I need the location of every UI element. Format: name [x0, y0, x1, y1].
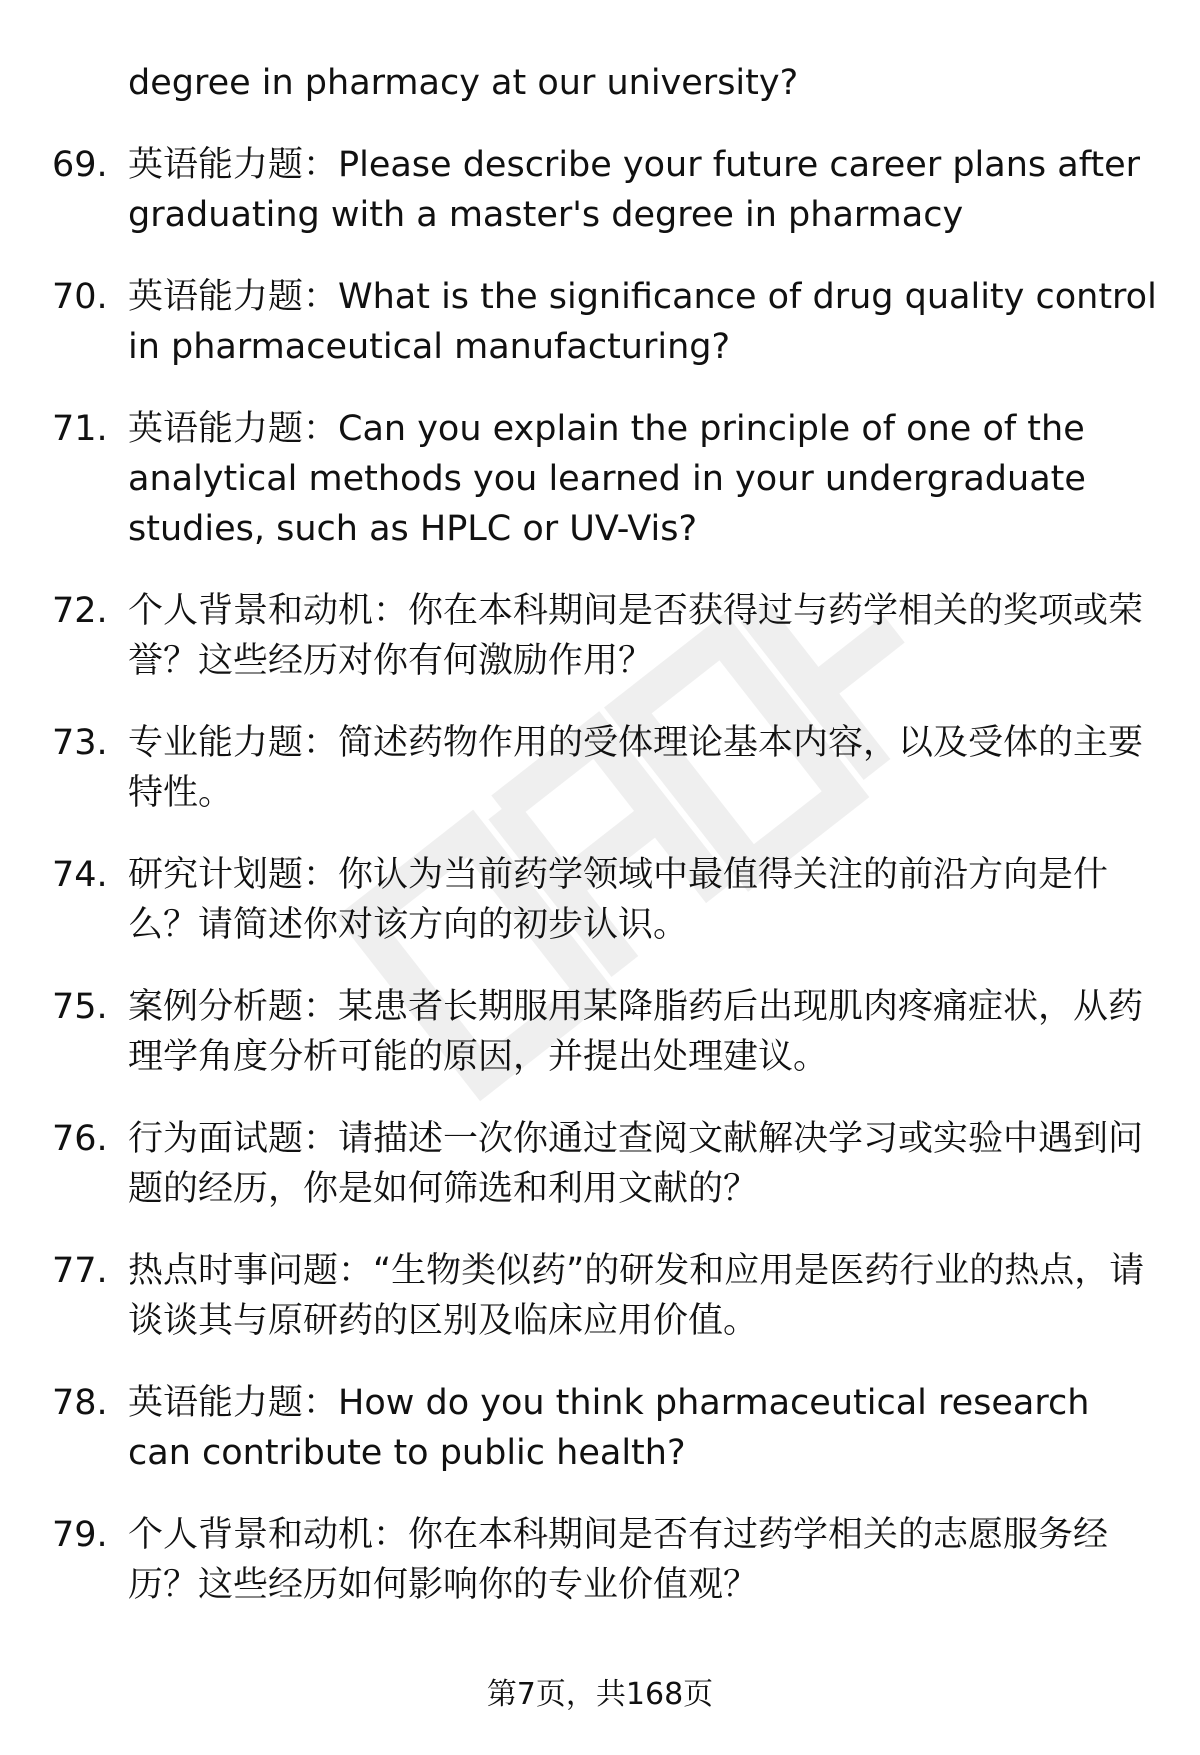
- question-text: 专业能力题：简述药物作用的受体理论基本内容，以及受体的主要特性。: [128, 723, 1144, 813]
- question-item: [52, 1510, 1157, 1610]
- question-item: [52, 404, 1157, 554]
- question-number: 78.: [52, 1383, 108, 1423]
- question-number: 69.: [52, 145, 108, 185]
- question-number: 75.: [52, 987, 108, 1027]
- question-text: 英语能力题：Please describe your future career plans after graduating with a master's degree in pharmacy: [128, 145, 1141, 235]
- question-text: 个人背景和动机：你在本科期间是否获得过与药学相关的奖项或荣誉？这些经历对你有何激励作用？: [128, 591, 1144, 681]
- question-number: 79.: [52, 1515, 108, 1555]
- question-item: [52, 140, 1157, 240]
- question-item: [52, 1378, 1157, 1478]
- question-number: 72.: [52, 591, 108, 631]
- question-item: [52, 1114, 1157, 1214]
- question-text: 个人背景和动机：你在本科期间是否有过药学相关的志愿服务经历？这些经历如何影响你的专业价值观？: [128, 1515, 1109, 1605]
- question-content: [52, 58, 1157, 1642]
- question-item: [52, 1246, 1157, 1346]
- question-item: [52, 272, 1157, 372]
- question-item: [52, 982, 1157, 1082]
- question-item: [52, 586, 1157, 686]
- question-text: 英语能力题：How do you think pharmaceutical research can contribute to public health?: [128, 1383, 1090, 1473]
- question-number: 71.: [52, 409, 108, 449]
- page-footer: 第7页，共168页: [486, 1677, 714, 1712]
- question-text: 行为面试题：请描述一次你通过查阅文献解决学习或实验中遇到问题的经历，你是如何筛选和利用文献的？: [128, 1119, 1144, 1209]
- question-number: 77.: [52, 1251, 108, 1291]
- question-text: 案例分析题：某患者长期服用某降脂药后出现肌肉疼痛症状，从药理学角度分析可能的原因，并提出处理建议。: [128, 987, 1144, 1077]
- question-item: [52, 850, 1157, 950]
- question-text: 英语能力题：What is the significance of drug quality control in pharmaceutical manufacturing?: [128, 277, 1157, 367]
- question-text: 研究计划题：你认为当前药学领域中最值得关注的前沿方向是什么？请简述你对该方向的初步认识。: [128, 855, 1109, 945]
- continuation-text: degree in pharmacy at our university?: [128, 63, 799, 103]
- question-text: 热点时事问题：“生物类似药”的研发和应用是医药行业的热点，请谈谈其与原研药的区别及临床应用价值。: [128, 1251, 1145, 1341]
- question-number: 70.: [52, 277, 108, 317]
- question-text: 英语能力题：Can you explain the principle of one of the analytical methods you learned in your undergraduate studies, such as HPLC or UV-Vis?: [128, 409, 1086, 549]
- question-number: 73.: [52, 723, 108, 763]
- question-number: 74.: [52, 855, 108, 895]
- question-item: [52, 718, 1157, 818]
- question-list: [52, 140, 1157, 1610]
- question-number: 76.: [52, 1119, 108, 1159]
